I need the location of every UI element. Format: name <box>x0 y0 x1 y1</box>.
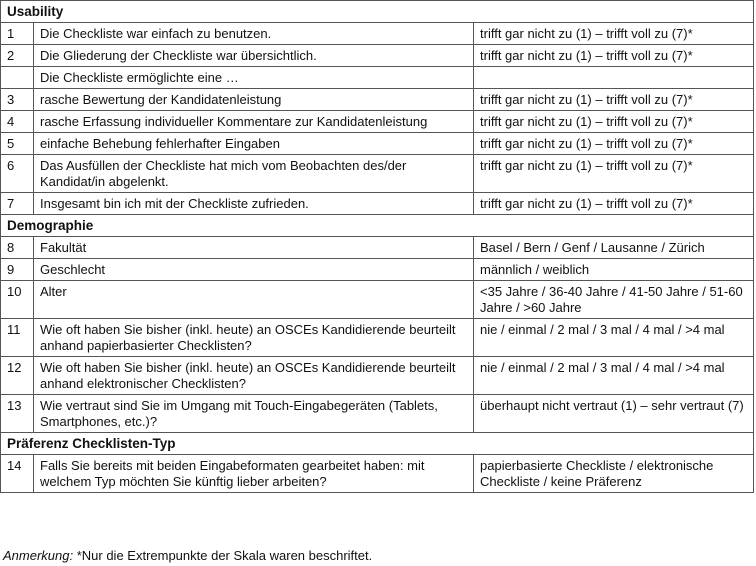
question-number <box>1 67 34 89</box>
answer-options: trifft gar nicht zu (1) – trifft voll zu (7)* <box>474 133 754 155</box>
question-number: 13 <box>1 395 34 433</box>
note-text: *Nur die Extrempunkte der Skala waren beschriftet. <box>73 548 373 563</box>
question-row <box>1 193 754 215</box>
answer-options: trifft gar nicht zu (1) – trifft voll zu (7)* <box>474 23 754 45</box>
question-row <box>1 319 754 357</box>
answer-options: trifft gar nicht zu (1) – trifft voll zu (7)* <box>474 111 754 133</box>
answer-options: nie / einmal / 2 mal / 3 mal / 4 mal / >4 mal <box>474 319 754 357</box>
question-text: rasche Erfassung individueller Kommentare zur Kandidatenleistung <box>34 111 474 133</box>
question-row <box>1 357 754 395</box>
question-number: 3 <box>1 89 34 111</box>
question-text: Insgesamt bin ich mit der Checkliste zufrieden. <box>34 193 474 215</box>
question-number: 12 <box>1 357 34 395</box>
question-number: 8 <box>1 237 34 259</box>
answer-options: trifft gar nicht zu (1) – trifft voll zu (7)* <box>474 193 754 215</box>
question-text: Alter <box>34 281 474 319</box>
section-header-row <box>1 433 754 455</box>
answer-options: papierbasierte Checkliste / elektronische Checkliste / keine Präferenz <box>474 455 754 493</box>
question-row <box>1 237 754 259</box>
question-row <box>1 259 754 281</box>
question-row <box>1 111 754 133</box>
section-header-row <box>1 1 754 23</box>
question-text: Wie oft haben Sie bisher (inkl. heute) an OSCEs Kandidierende beurteilt anhand papierbasierter Checklisten? <box>34 319 474 357</box>
question-text: Das Ausfüllen der Checkliste hat mich vom Beobachten des/der Kandidat/in abgelenkt. <box>34 155 474 193</box>
question-row <box>1 133 754 155</box>
question-number: 10 <box>1 281 34 319</box>
question-text: rasche Bewertung der Kandidatenleistung <box>34 89 474 111</box>
question-text: Die Gliederung der Checkliste war übersichtlich. <box>34 45 474 67</box>
answer-options <box>474 67 754 89</box>
answer-options: <35 Jahre / 36-40 Jahre / 41-50 Jahre / 51-60 Jahre / >60 Jahre <box>474 281 754 319</box>
answer-options: männlich / weiblich <box>474 259 754 281</box>
question-text: Falls Sie bereits mit beiden Eingabeformaten gearbeitet haben: mit welchem Typ möchten Sie künftig lieber arbeiten? <box>34 455 474 493</box>
question-text: einfache Behebung fehlerhafter Eingaben <box>34 133 474 155</box>
question-row <box>1 67 754 89</box>
question-number: 2 <box>1 45 34 67</box>
answer-options: nie / einmal / 2 mal / 3 mal / 4 mal / >4 mal <box>474 357 754 395</box>
question-number: 9 <box>1 259 34 281</box>
question-row <box>1 89 754 111</box>
question-text: Die Checkliste war einfach zu benutzen. <box>34 23 474 45</box>
question-text: Geschlecht <box>34 259 474 281</box>
question-number: 1 <box>1 23 34 45</box>
answer-options: Basel / Bern / Genf / Lausanne / Zürich <box>474 237 754 259</box>
note-label: Anmerkung: <box>3 548 74 563</box>
section-title: Demographie <box>1 215 754 237</box>
question-number: 14 <box>1 455 34 493</box>
questionnaire-body <box>1 1 754 493</box>
section-title: Usability <box>1 1 754 23</box>
table-note <box>3 548 372 563</box>
question-number: 5 <box>1 133 34 155</box>
question-row <box>1 155 754 193</box>
question-text: Fakultät <box>34 237 474 259</box>
question-text: Wie oft haben Sie bisher (inkl. heute) an OSCEs Kandidierende beurteilt anhand elektronischer Checklisten? <box>34 357 474 395</box>
question-text: Wie vertraut sind Sie im Umgang mit Touch-Eingabegeräten (Tablets, Smartphones, etc.)? <box>34 395 474 433</box>
question-row <box>1 23 754 45</box>
question-number: 7 <box>1 193 34 215</box>
question-text: Die Checkliste ermöglichte eine … <box>34 67 474 89</box>
answer-options: trifft gar nicht zu (1) – trifft voll zu (7)* <box>474 89 754 111</box>
section-title: Präferenz Checklisten-Typ <box>1 433 754 455</box>
question-number: 4 <box>1 111 34 133</box>
answer-options: trifft gar nicht zu (1) – trifft voll zu (7)* <box>474 155 754 193</box>
question-row <box>1 395 754 433</box>
question-number: 11 <box>1 319 34 357</box>
answer-options: überhaupt nicht vertraut (1) – sehr vertraut (7) <box>474 395 754 433</box>
question-row <box>1 45 754 67</box>
answer-options: trifft gar nicht zu (1) – trifft voll zu (7)* <box>474 45 754 67</box>
section-header-row <box>1 215 754 237</box>
question-number: 6 <box>1 155 34 193</box>
question-row <box>1 455 754 493</box>
question-row <box>1 281 754 319</box>
